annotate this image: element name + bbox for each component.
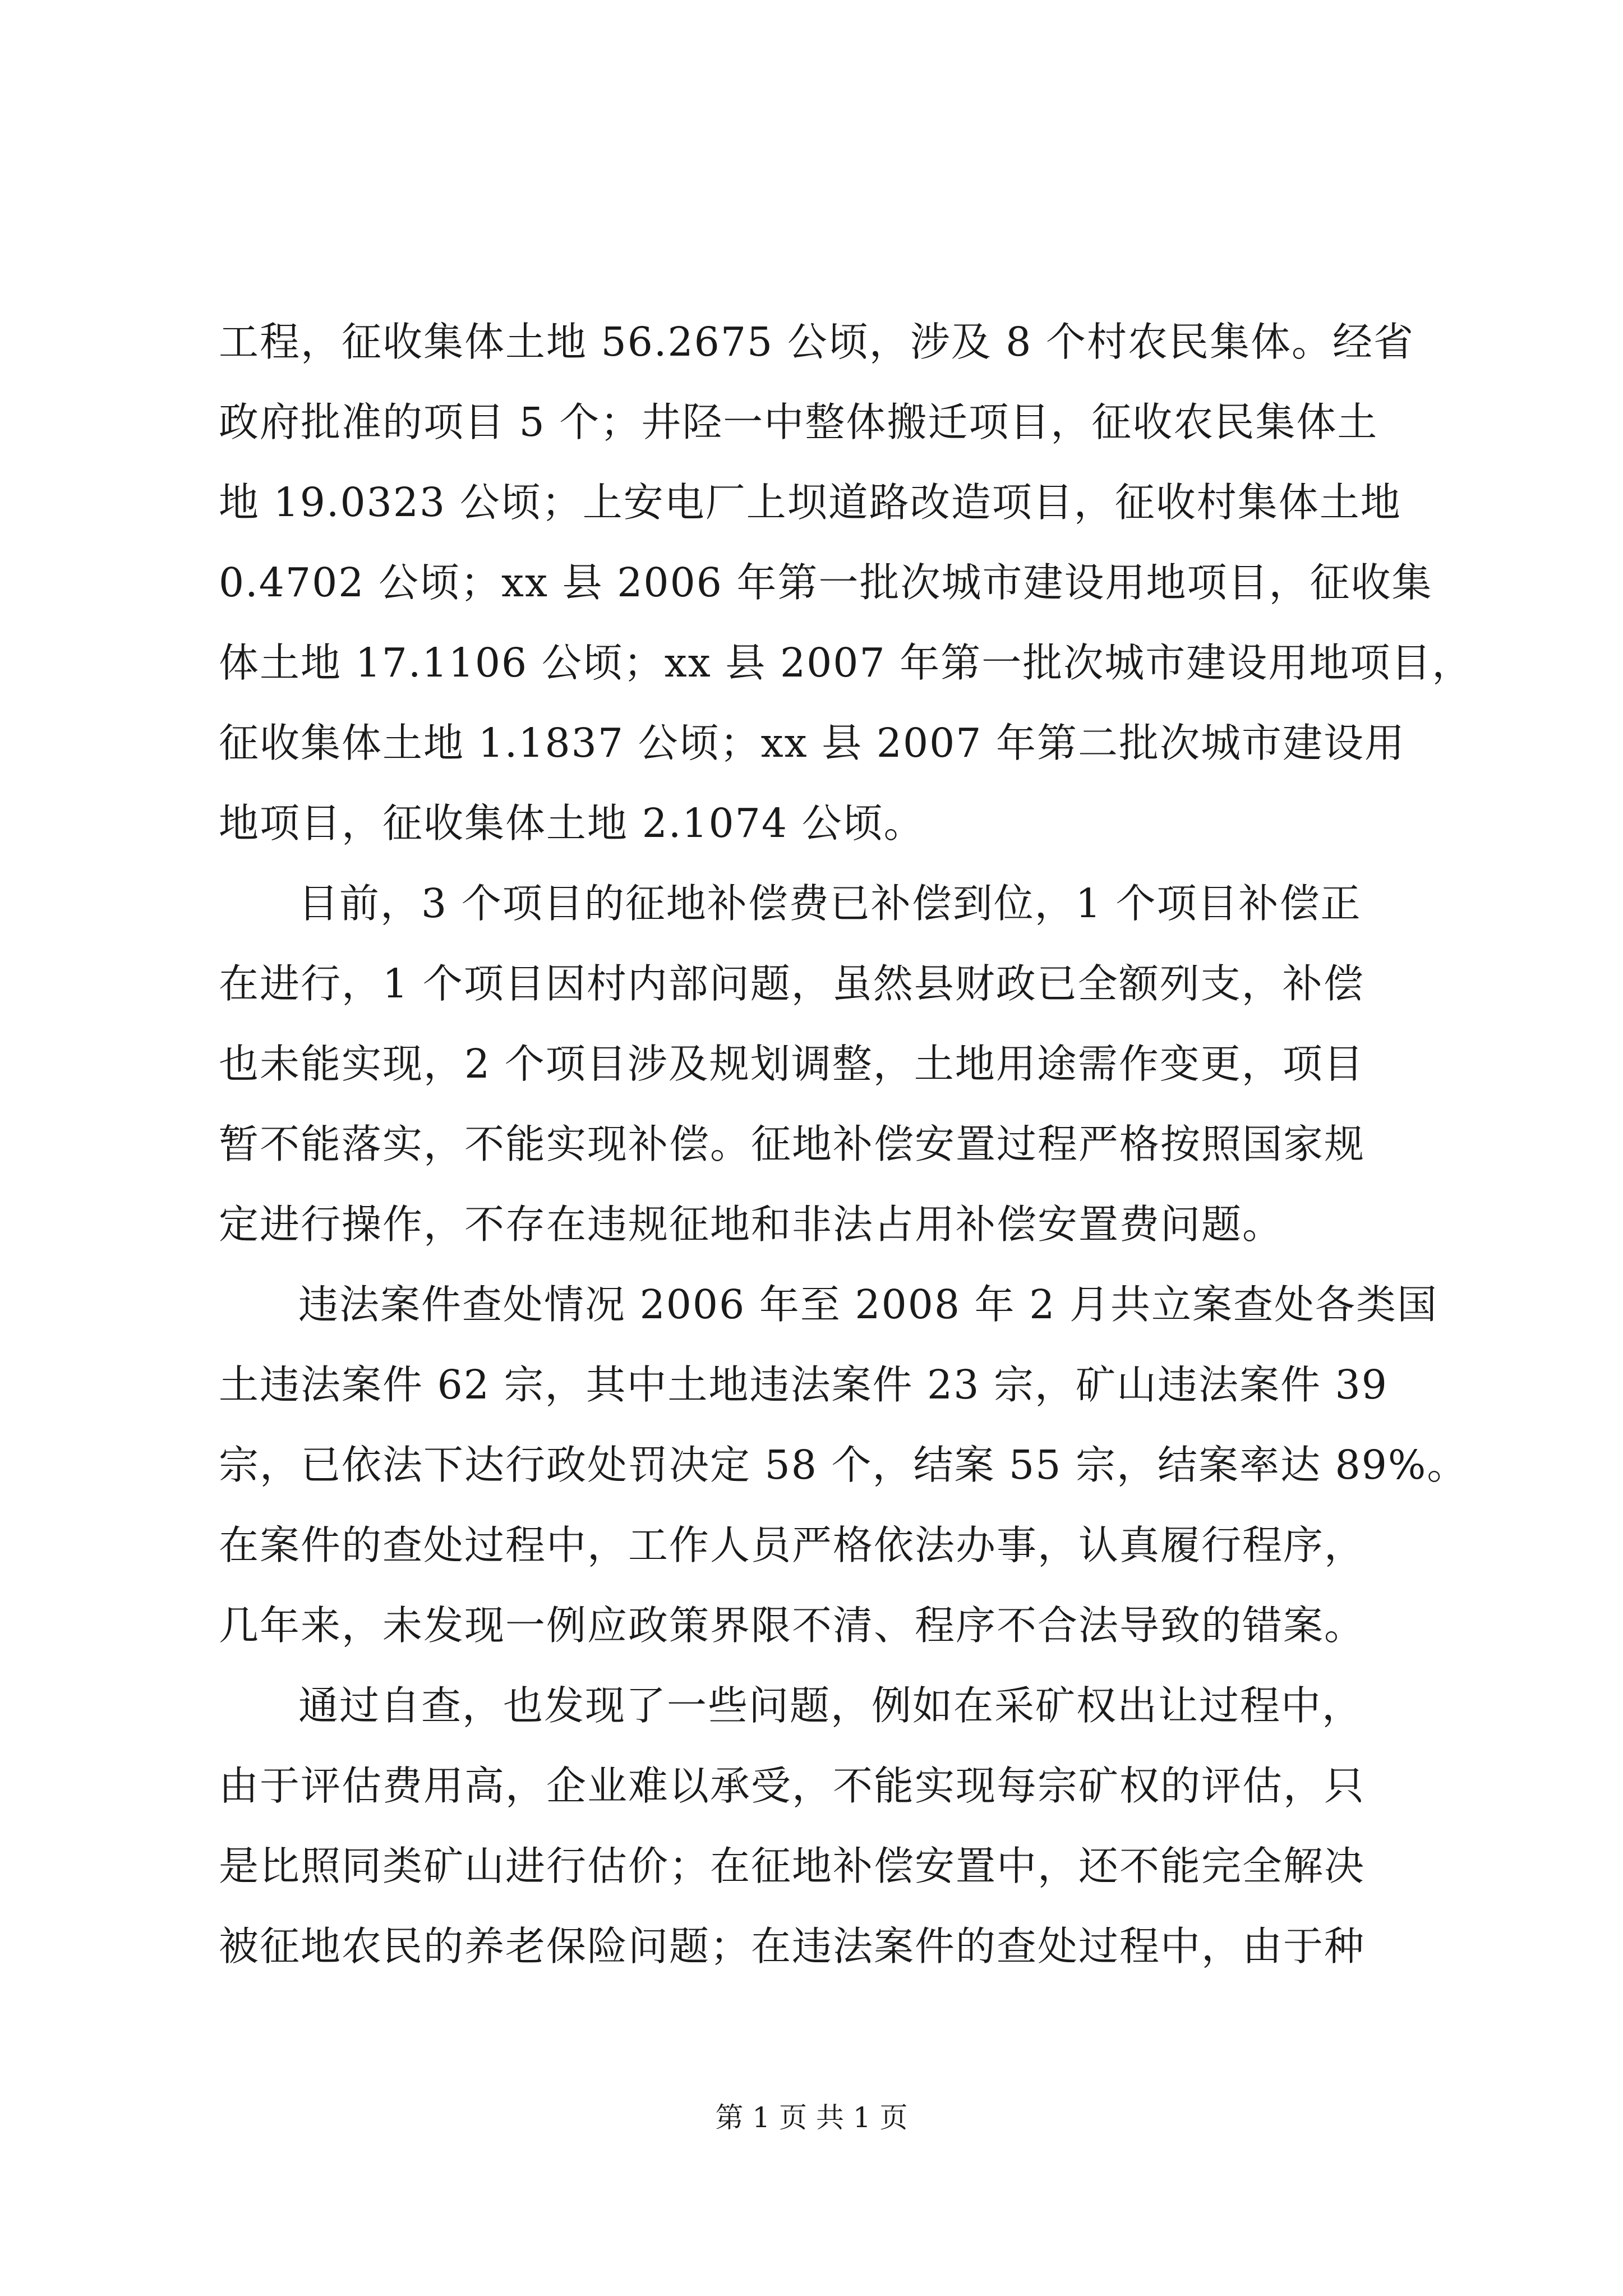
text-line: 几年来，未发现一例应政策界限不清、程序不合法导致的错案。 [219,1602,1366,1649]
text-line: 在案件的查处过程中，工作人员严格依法办事，认真履行程序， [219,1522,1366,1568]
paragraph-compensation-status [219,863,1419,1264]
text-line: 是比照同类矿山进行估价；在征地补偿安置中，还不能完全解决 [219,1843,1366,1889]
text-line: 地项目，征收集体土地 2.1074 公顷。 [219,800,925,846]
paragraph-land-acquisition [219,302,1473,863]
text-line: 被征地农民的养老保险问题；在违法案件的查处过程中，由于种 [219,1923,1366,1970]
text-line: 0.4702 公顷；xx 县 2006 年第一批次城市建设用地项目，征收集 [219,559,1433,606]
text-line: 在进行，1 个项目因村内部问题，虽然县财政已全额列支，补偿 [219,960,1364,1007]
text-line: 定进行操作，不存在违规征地和非法占用补偿安置费问题。 [219,1201,1284,1248]
text-line: 也未能实现，2 个项目涉及规划调整，土地用途需作变更，项目 [219,1041,1364,1087]
text-line: 目前，3 个项目的征地补偿费已补偿到位，1 个项目补偿正 [298,880,1362,927]
text-line: 通过自查，也发现了一些问题，例如在采矿权出让过程中， [298,1682,1363,1729]
text-line: 政府批准的项目 5 个；井陉一中整体搬迁项目，征收农民集体土 [219,399,1378,445]
page-number-footer: 第 1 页 共 1 页 [715,2101,908,2134]
document-body [219,302,1473,1986]
text-line: 地 19.0323 公顷；上安电厂上坝道路改造项目，征收村集体土地 [219,479,1401,526]
text-line: 暂不能落实，不能实现补偿。征地补偿安置过程严格按照国家规 [219,1121,1366,1167]
text-line: 由于评估费用高，企业难以承受，不能实现每宗矿权的评估，只 [219,1763,1366,1809]
paragraph-self-inspection-issues [219,1665,1419,1986]
text-line: 宗，已依法下达行政处罚决定 58 个，结案 55 宗，结案率达 89%。 [219,1442,1468,1488]
text-line: 体土地 17.1106 公顷；xx 县 2007 年第一批次城市建设用地项目， [219,639,1473,686]
text-line: 征收集体土地 1.1837 公顷；xx 县 2007 年第二批次城市建设用 [219,720,1406,766]
text-line: 违法案件查处情况 2006 年至 2008 年 2 月共立案查处各类国 [298,1281,1438,1328]
paragraph-illegal-cases [219,1264,1468,1665]
text-line: 土违法案件 62 宗，其中土地违法案件 23 宗，矿山违法案件 39 [219,1361,1388,1408]
text-line: 工程，征收集体土地 56.2675 公顷，涉及 8 个村农民集体。经省 [219,319,1415,365]
